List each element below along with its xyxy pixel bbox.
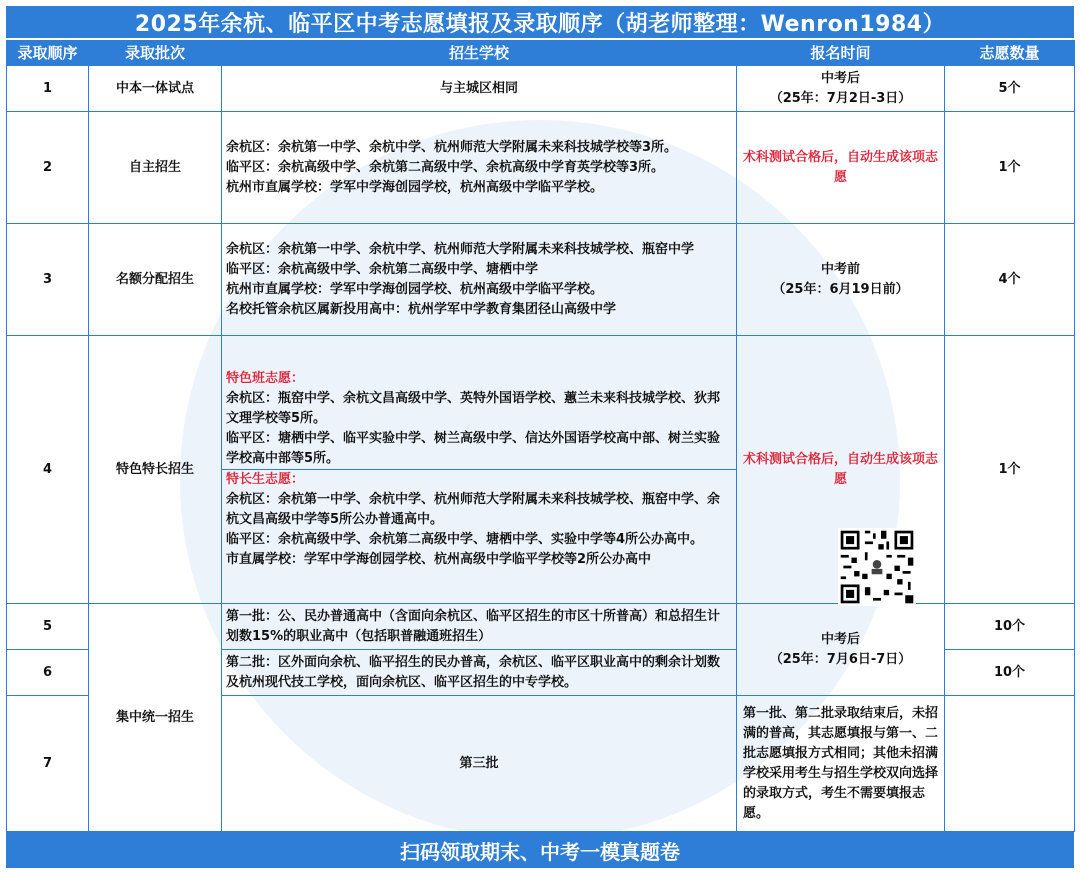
school-line: 临平区：余杭高级中学、余杭第二高级中学、余杭高级中学育英学校等3所。: [226, 159, 665, 175]
page-title: 2025年余杭、临平区中考志愿填报及录取顺序（胡老师整理：Wenron1984）: [6, 6, 1074, 38]
section-heading: 特色班志愿：: [226, 371, 305, 386]
time-cell: [737, 604, 945, 696]
school-line: 余杭区：余杭第一中学、余杭中学、杭州师范大学附属未来科技城学校等3所。: [226, 139, 678, 155]
count-cell: 10个: [945, 650, 1075, 696]
count-cell: 4个: [945, 224, 1075, 336]
admission-table: [6, 40, 1075, 832]
time-cell: [737, 224, 945, 336]
time-line: 中考前: [820, 261, 860, 277]
school-cell: [222, 112, 737, 224]
batch-cell: 集中统一招生: [89, 604, 222, 832]
table-row: [7, 112, 1075, 224]
table-header-row: [7, 41, 1075, 66]
school-line: 杭州市直属学校：学军中学海创园学校，杭州高级中学临平学校。: [226, 179, 604, 195]
section-heading: 特长生志愿：: [226, 472, 305, 487]
time-line: 中考后: [820, 70, 860, 86]
order-cell: 7: [7, 696, 89, 832]
school-line: 余杭区：瓶窑中学、余杭文昌高级中学、英特外国语学校、蕙兰未来科技城学校、狄邦文理学校等5所。: [226, 391, 721, 426]
qr-code-icon[interactable]: [838, 528, 916, 606]
count-cell: [945, 696, 1075, 832]
batch-cell: 名额分配招生: [89, 224, 222, 336]
count-cell: 1个: [945, 112, 1075, 224]
school-line: 临平区：余杭高级中学、余杭第二高级中学、塘栖中学: [226, 261, 539, 277]
time-cell: 第一批、第二批录取结束后，未招满的普高，其志愿填报与第一、二批志愿填报方式相同；其他未招满学校采用考生与招生学校双向选择的录取方式，考生不需要填报志愿。: [737, 696, 945, 832]
count-cell: 5个: [945, 66, 1075, 112]
time-line: （25年：7月6日-7日）: [769, 651, 912, 667]
school-line: 余杭区：余杭第一中学、余杭中学、杭州师范大学附属未来科技城学校、瓶窑中学、余杭文昌高级中学等5所公办普通高中。: [226, 492, 721, 527]
school-line: 市直属学校：学军中学海创园学校、杭州高级中学临平学校等2所公办高中: [226, 552, 652, 567]
school-cell: 第三批: [222, 696, 737, 832]
time-cell: [737, 66, 945, 112]
table-row: [7, 224, 1075, 336]
order-cell: 4: [7, 336, 89, 604]
order-cell: 1: [7, 66, 89, 112]
batch-cell: 中本一体试点: [89, 66, 222, 112]
time-cell: 术科测试合格后，自动生成该项志愿: [737, 336, 945, 604]
batch-cell: 自主招生: [89, 112, 222, 224]
school-line: 余杭区：余杭第一中学、余杭中学、杭州师范大学附属未来科技城学校、瓶窑中学: [226, 241, 695, 257]
col-header-order: 录取顺序: [7, 41, 89, 66]
time-line: 中考后: [820, 631, 860, 647]
time-line: （25年：7月2日-3日）: [769, 90, 912, 106]
school-line: 临平区：余杭高级中学、余杭第二高级中学、塘栖中学、实验中学等4所公办高中。: [226, 532, 704, 547]
table-row: [7, 604, 1075, 650]
order-cell: 2: [7, 112, 89, 224]
col-header-batch: 录取批次: [89, 41, 222, 66]
school-cell: [222, 336, 737, 604]
school-cell: [222, 224, 737, 336]
batch-cell: 特色特长招生: [89, 336, 222, 604]
table-row: [7, 66, 1075, 112]
school-line: 名校托管余杭区属新投用高中：杭州学军中学教育集团径山高级中学: [226, 301, 617, 317]
count-cell: 1个: [945, 336, 1075, 604]
footer-banner[interactable]: 扫码领取期末、中考一模真题卷: [6, 832, 1074, 868]
school-cell: 与主城区相同: [222, 66, 737, 112]
school-cell: 第二批：区外面向余杭、临平招生的民办普高，余杭区、临平区职业高中的剩余计划数及杭州现代技工学校，面向余杭区、临平区招生的中专学校。: [222, 650, 737, 696]
time-line: （25年：6月19日前）: [772, 281, 909, 297]
order-cell: 3: [7, 224, 89, 336]
school-line: 杭州市直属学校：学军中学海创园学校、杭州高级中学临平学校。: [226, 281, 604, 297]
order-cell: 5: [7, 604, 89, 650]
school-line: 临平区：塘栖中学、临平实验中学、树兰高级中学、信达外国语学校高中部、树兰实验学校高中部等5所。: [226, 431, 721, 466]
school-cell: 第一批：公、民办普通高中（含面向余杭区、临平区招生的市区十所普高）和总招生计划数15%的职业高中（包括职普融通班招生）: [222, 604, 737, 650]
count-cell: 10个: [945, 604, 1075, 650]
col-header-school: 招生学校: [222, 41, 737, 66]
order-cell: 6: [7, 650, 89, 696]
col-header-time: 报名时间: [737, 41, 945, 66]
col-header-count: 志愿数量: [945, 41, 1075, 66]
time-cell: 术科测试合格后，自动生成该项志愿: [737, 112, 945, 224]
